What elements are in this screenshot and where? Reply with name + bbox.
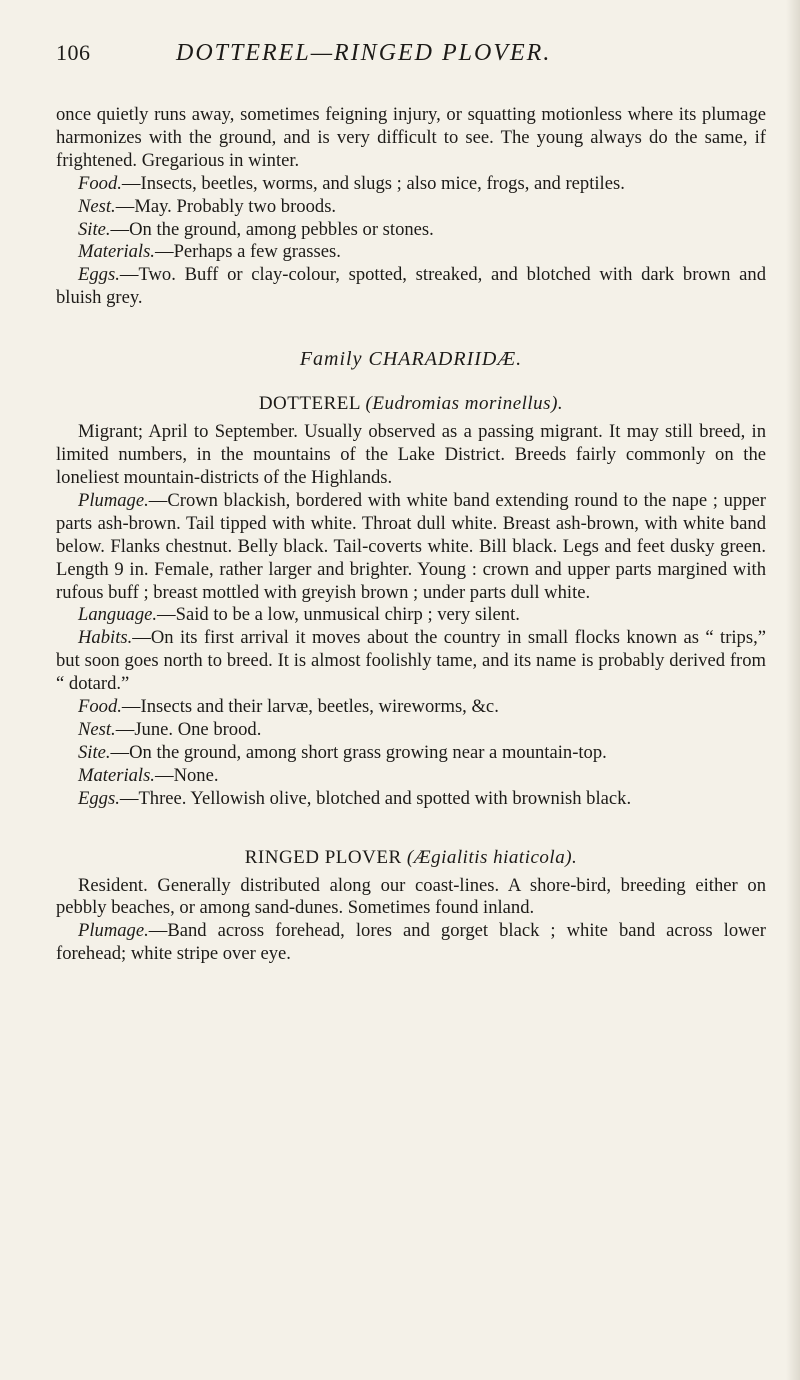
page-header	[56, 40, 764, 80]
entry-text: —Perhaps a few grasses.	[154, 241, 341, 263]
entry-label: Plumage.	[78, 920, 149, 942]
entry-text: —Crown blackish, bordered with white band extending round to the nape ; upper parts ash-brown. Tail tipped with white. Throat dull white. Breast ash-brown, with white band below. Flanks chestnut. Belly black. Tail-coverts white. Bill black. Legs and feet dusky green. Length 9 in. Female, rather larger and brighter. Young : crown and upper parts margined with rufous buff ; breast mottled with greyish brown ; under parts dull white.	[56, 489, 766, 603]
entry-label: Language.	[78, 604, 158, 626]
entry-text: —On the ground, among pebbles or stones.	[110, 218, 434, 240]
entry-label: Plumage.	[78, 489, 149, 511]
entry-text: —May. Probably two broods.	[115, 195, 337, 217]
entry-materials	[56, 241, 766, 264]
entry-label: Site.	[78, 218, 111, 240]
entry-text: —Insects and their larvæ, beetles, wireworms, &c.	[121, 696, 499, 718]
species-heading	[56, 847, 766, 869]
entry-text: —Insects, beetles, worms, and slugs ; also mice, frogs, and reptiles.	[121, 172, 625, 194]
species-intro: Resident. Generally distributed along our coast-lines. A shore-bird, breeding either on pebbly beaches, or among sand-dunes. Sometimes found inland.	[56, 874, 766, 919]
page-body	[56, 104, 766, 966]
species-name: DOTTEREL	[258, 393, 361, 415]
entry-label: Nest.	[78, 718, 116, 740]
entry-language	[56, 604, 766, 627]
entry-label: Food.	[78, 696, 122, 718]
entry-label: Materials.	[78, 764, 155, 786]
entry-label: Materials.	[78, 241, 155, 263]
entry-label: Food.	[78, 172, 122, 194]
entry-text: —Said to be a low, unmusical chirp ; very silent.	[157, 604, 520, 626]
entry-nest	[56, 196, 766, 219]
entry-text: —Two. Buff or clay-colour, spotted, streaked, and blotched with dark brown and bluish grey.	[56, 264, 766, 309]
entry-label: Eggs.	[78, 264, 120, 286]
entry-label: Habits.	[78, 627, 133, 649]
page-edge-shadow	[786, 0, 800, 1380]
entry-text: —Three. Yellowish olive, blotched and spotted with brownish black.	[119, 787, 632, 809]
entry-text: —June. One brood.	[115, 718, 262, 740]
entry-text: —None.	[154, 764, 219, 786]
species-scientific-name: (Ægialitis hiaticola).	[406, 846, 578, 868]
entry-food	[56, 173, 766, 196]
entry-label: Site.	[78, 741, 111, 763]
species-scientific-name: (Eudromias morinellus).	[365, 393, 564, 415]
entry-eggs	[56, 264, 766, 310]
species-name: RINGED PLOVER	[244, 846, 402, 868]
family-heading: Family CHARADRIIDÆ.	[299, 348, 523, 371]
entry-eggs	[56, 788, 766, 811]
entry-nest	[56, 719, 766, 742]
entry-site	[56, 219, 766, 242]
entry-label: Nest.	[78, 195, 116, 217]
entry-materials	[56, 765, 766, 788]
entry-plumage	[56, 920, 766, 966]
entry-text: —Band across forehead, lores and gorget black ; white band across lower forehead; white stripe over eye.	[56, 920, 766, 965]
entry-text: —On its first arrival it moves about the country in small flocks known as “ trips,” but soon goes north to breed. It is almost foolishly tame, and its name is probably derived from “ dotard.”	[56, 627, 766, 695]
page-number: 106	[56, 40, 91, 65]
entry-label: Eggs.	[78, 787, 120, 809]
entry-text: —On the ground, among short grass growing near a mountain-top.	[110, 741, 607, 763]
paragraph-continuation: once quietly runs away, sometimes feigning injury, or squatting motionless where its plumage harmonizes with the ground, and is very difficult to see. The young always do the same, if frightened. Gregarious in winter.	[56, 104, 766, 171]
species-heading	[56, 393, 766, 415]
entry-habits	[56, 627, 766, 696]
entry-site	[56, 742, 766, 765]
species-intro: Migrant; April to September. Usually observed as a passing migrant. It may still breed, in limited numbers, in the mountains of the Lake District. Breeds fairly commonly on the loneliest mountain-districts of the Highlands.	[56, 421, 766, 488]
entry-plumage	[56, 490, 766, 605]
running-head: DOTTEREL—RINGED PLOVER.	[176, 40, 552, 66]
entry-food	[56, 696, 766, 719]
